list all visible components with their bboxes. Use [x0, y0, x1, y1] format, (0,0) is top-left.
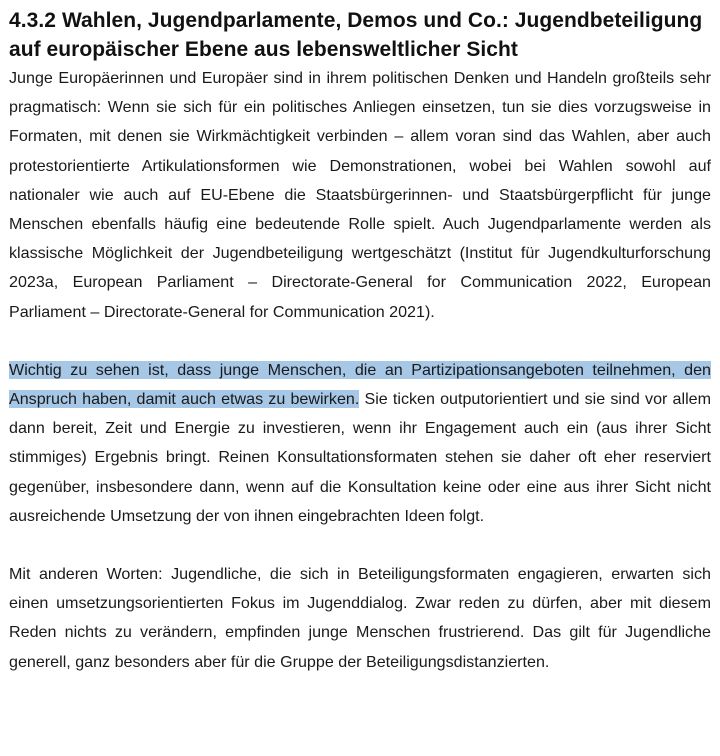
section-heading [9, 6, 711, 64]
paragraph-2 [9, 356, 711, 531]
document-page [9, 6, 711, 677]
section-number: 4.3.2 [9, 9, 56, 32]
highlighted-text-selection[interactable]: Wichtig zu sehen ist, dass junge Menschen, die an Partizipationsangeboten teilnehmen, den Anspruch haben, damit auch etwas zu bewirken. [9, 360, 711, 409]
paragraph-spacer [9, 531, 711, 560]
paragraph-2-rest: Sie ticken outputorientiert und sie sind vor allem dann bereit, Zeit und Energie zu investieren, wenn ihr Engagement auch ein (aus ihrer Sicht stimmiges) Ergebnis bringt. Reinen Konsultationsformaten stehen sie daher oft eher reserviert gegenüber, insbesondere dann, wenn auf die Konsultation keine oder eine aus ihrer Sicht nicht ausreichende Umsetzung der von ihnen eingebrachten Ideen folgt. [9, 390, 711, 525]
paragraph-3: Mit anderen Worten: Jugendliche, die sich in Beteiligungsformaten engagieren, erwarten sich einen umsetzungsorientierten Fokus im Jugenddialog. Zwar reden zu dürfen, aber mit diesem Reden nichts zu verändern, empfinden junge Menschen frustrierend. Das gilt für Jugendliche generell, ganz besonders aber für die Gruppe der Beteiligungsdistanzierten. [9, 565, 711, 671]
paragraph-spacer [9, 327, 711, 356]
paragraph-1: Junge Europäerinnen und Europäer sind in ihrem politischen Denken und Handeln großteils sehr pragmatisch: Wenn sie sich für ein politisches Anliegen einsetzen, tun sie dies vorzugsweise in Formaten, mit denen sie Wirkmächtigkeit verbinden – allem voran sind das Wahlen, aber auch protestorientierte Artikulationsformen wie Demonstrationen, wobei bei Wahlen sowohl auf nationaler wie auch auf EU-Ebene die Staatsbürgerinnen- und Staatsbürgerpflicht für junge Menschen ebenfalls häufig eine bedeutende Rolle spielt. Auch Jugendparlamente werden als klassische Möglichkeit der Jugendbeteiligung wertgeschätzt (Institut für Jugendkulturforschung 2023a, European Parliament – Directorate-General for Communication 2022, European Parliament – Directorate-General for Communication 2021). [9, 69, 711, 321]
section-title: Wahlen, Jugendparlamente, Demos und Co.: Jugendbeteiligung auf europäischer Ebene aus lebensweltlicher Sicht [9, 9, 703, 61]
